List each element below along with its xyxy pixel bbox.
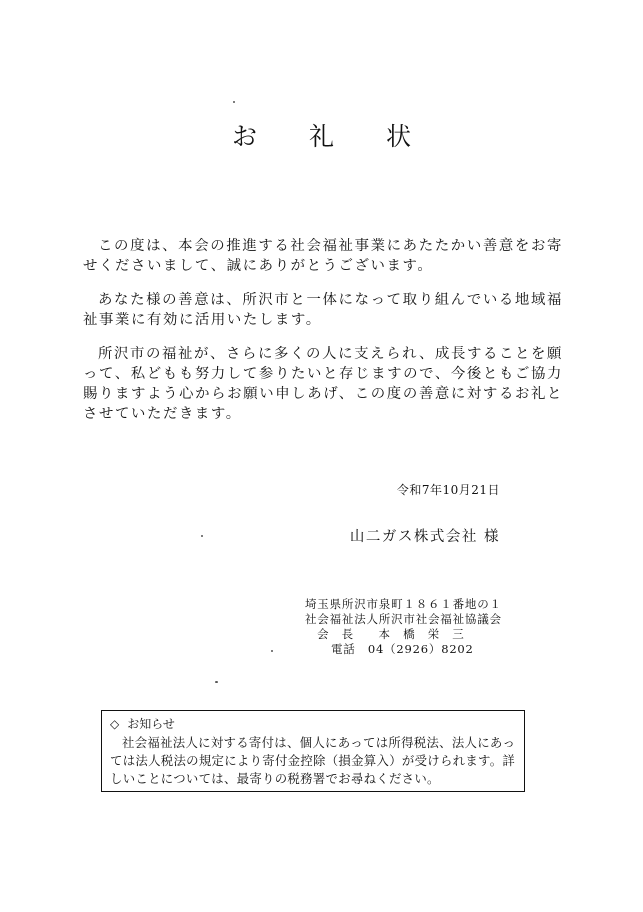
notice-heading: お知らせ [127,717,175,731]
sender-title: 会 長 本 橋 栄 三 [317,627,465,641]
sender-phone: 電話 04（2926）8202 [331,642,474,656]
body-paragraph-1: この度は、本会の推進する社会福祉事業にあたたかい善意をお寄せくださいまして、誠にありがとうございます。 [83,238,563,274]
sender-block [305,597,502,657]
body-paragraph-3: 所沢市の福祉が、さらに多くの人に支えられ、成長することを願って、私どもも努力して参りたいと存じますので、今後ともご協力賜りますよう心からお願い申しあげ、この度の善意に対するお礼とさせていただきます。 [83,346,563,422]
sender-address: 埼玉県所沢市泉町１８６１番地の１ [305,597,502,611]
body-paragraph-2: あなた様の善意は、所沢市と一体になって取り組んでいる地域福祉事業に有効に活用いたします。 [83,292,563,328]
scan-speck [201,535,203,537]
scan-speck [271,650,273,652]
scan-speck [215,681,218,683]
notice-header [110,716,518,732]
diamond-icon: ◇ [110,717,120,731]
page-title: お 礼 状 [232,122,433,151]
scan-speck [233,101,235,103]
recipient-name: 山二ガス株式会社 様 [349,529,500,545]
letter-date: 令和7年10月21日 [396,483,500,497]
notice-body: 社会福祉法人に対する寄付は、個人にあっては所得税法、法人にあっては法人税法の規定により寄付金控除（損金算入）が受けられます。詳しいことについては、最寄りの税務署でお尋ねください。 [110,735,516,786]
sender-organization: 社会福祉法人所沢市社会福祉協議会 [305,612,502,626]
letter-body [83,236,563,438]
notice-box [101,710,525,792]
